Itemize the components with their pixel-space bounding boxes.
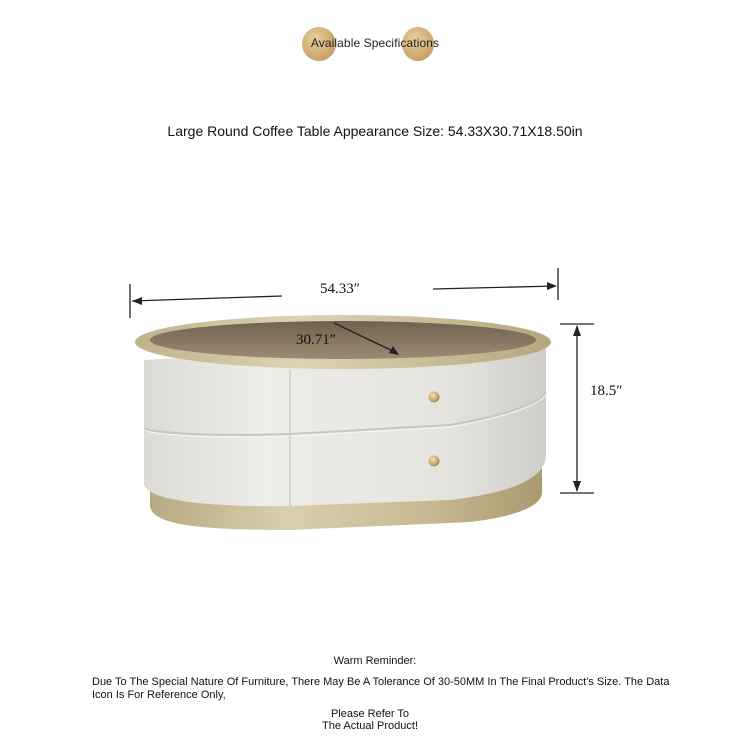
product-size-title: Large Round Coffee Table Appearance Size: 54.33X30.71X18.50in [167,123,583,139]
height-dimension-label: 18.5″ [590,383,623,399]
height-dimension-line [560,324,594,493]
reminder-foot-line-1: Please Refer To [330,708,410,720]
reminder-footnote [0,708,740,732]
reminder-title: Warm Reminder: [333,655,417,667]
width-dimension-label: 54.33″ [320,281,360,297]
depth-dimension-label: 30.71″ [296,332,336,348]
reminder-foot-line-2: The Actual Product! [322,720,418,732]
banner-label: Available Specifications [310,36,440,50]
reminder-body: Due To The Special Nature Of Furniture, There May Be A Tolerance Of 30-50MM In The Final Product's Size. The Data Icon Is For Reference Only, [92,676,670,701]
upper-drawer-knob-icon [429,392,440,403]
lower-drawer-knob-icon [429,456,440,467]
